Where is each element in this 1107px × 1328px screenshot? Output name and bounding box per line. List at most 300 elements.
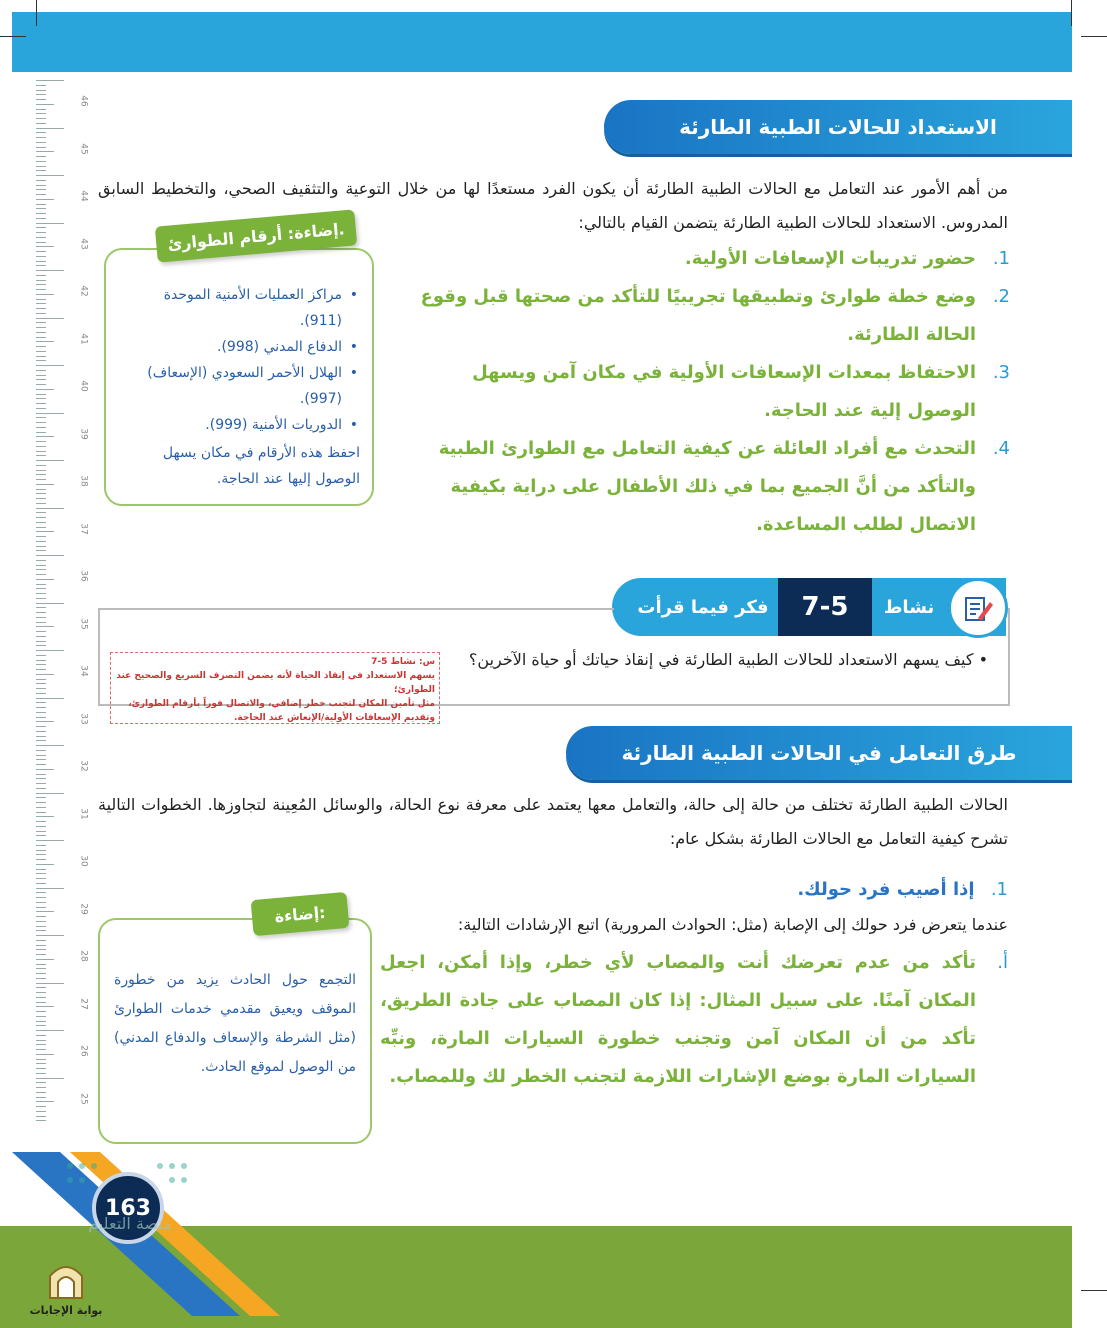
list-number: 1. bbox=[992, 248, 1010, 269]
ruler-tick bbox=[36, 631, 46, 632]
ruler-tick bbox=[36, 954, 46, 955]
list-item bbox=[398, 278, 1010, 354]
ruler-tick bbox=[36, 949, 46, 950]
ruler-tick bbox=[36, 978, 46, 979]
ruler-tick bbox=[36, 1059, 46, 1060]
ruler-tick bbox=[36, 816, 54, 817]
activity-question: • كيف يسهم الاستعداد للحالات الطبية الطارئة في إنقاذ حياتك أو حياة الآخرين؟ bbox=[468, 650, 988, 669]
ruler-tick bbox=[36, 622, 46, 623]
ruler-tick bbox=[36, 774, 46, 775]
ruler-tick bbox=[36, 854, 46, 855]
ruler-tick bbox=[36, 517, 46, 518]
ruler-number: 36 bbox=[78, 570, 89, 582]
ruler-tick bbox=[36, 645, 46, 646]
ruler-tick bbox=[36, 603, 64, 604]
ruler-tick bbox=[36, 303, 46, 304]
ruler-tick bbox=[36, 170, 46, 171]
ruler-tick bbox=[36, 736, 46, 737]
ruler-tick bbox=[36, 636, 46, 637]
logo-caption: بوابة الإجابات bbox=[29, 1304, 103, 1317]
ruler-tick bbox=[36, 1106, 46, 1107]
watermark-text: منصة التعليم bbox=[88, 1214, 172, 1233]
ruler-tick bbox=[36, 531, 54, 532]
list-text: حضور تدريبات الإسعافات الأولية. bbox=[684, 248, 976, 269]
ruler-tick bbox=[36, 436, 54, 437]
ruler-tick bbox=[36, 797, 46, 798]
ruler-tick bbox=[36, 864, 54, 865]
ruler-number: 40 bbox=[78, 380, 89, 392]
ruler-tick bbox=[36, 465, 46, 466]
ruler-tick bbox=[36, 987, 46, 988]
ruler-tick bbox=[36, 707, 46, 708]
ruler-tick bbox=[36, 1002, 46, 1003]
ruler-tick bbox=[36, 251, 46, 252]
ruler-tick bbox=[36, 674, 54, 675]
crop-mark bbox=[1081, 36, 1107, 37]
ruler-tick bbox=[36, 921, 46, 922]
ruler-tick bbox=[36, 1092, 46, 1093]
ruler-tick bbox=[36, 90, 46, 91]
ruler-number: 27 bbox=[78, 997, 89, 1010]
ruler-tick bbox=[36, 588, 46, 589]
list-item bbox=[398, 354, 1010, 430]
ruler-number: 37 bbox=[78, 522, 89, 535]
ruler-number: 31 bbox=[78, 807, 89, 820]
ruler-tick bbox=[36, 926, 46, 927]
ruler-tick bbox=[36, 522, 46, 523]
ruler-tick bbox=[36, 199, 54, 200]
info-note: التجمع حول الحادث يزيد من خطورة الموقف ويعيق مقدمي خدمات الطوارئ (مثل الشرطة والإسعاف والدفاع المدني) من الوصول لموقع الحادث. bbox=[114, 972, 356, 1075]
ruler-number: 39 bbox=[78, 427, 89, 440]
ruler-number: 43 bbox=[78, 237, 89, 250]
ruler-tick bbox=[36, 778, 46, 779]
ruler-tick bbox=[36, 351, 46, 352]
ruler-tick bbox=[36, 617, 46, 618]
ruler-tick bbox=[36, 683, 46, 684]
ruler-tick bbox=[36, 498, 46, 499]
ruler-tick bbox=[36, 289, 46, 290]
ruler-tick bbox=[36, 403, 46, 404]
ruler-tick bbox=[36, 1068, 46, 1069]
ruler-tick bbox=[36, 474, 46, 475]
ruler-tick bbox=[36, 432, 46, 433]
ruler-tick bbox=[36, 1035, 46, 1036]
ruler-tick bbox=[36, 322, 46, 323]
ruler-tick bbox=[36, 1025, 46, 1026]
ruler-number: 41 bbox=[78, 332, 89, 345]
ruler-tick bbox=[36, 669, 46, 670]
ruler-tick bbox=[36, 204, 46, 205]
list-number: 2. bbox=[992, 286, 1010, 307]
ruler-tick bbox=[36, 332, 46, 333]
ruler-tick bbox=[36, 641, 46, 642]
answer-line: يسهم الاستعداد في إنقاذ الحياة لأنه يضمن التصرف السريع والصحيح عند الطوارئ؛ bbox=[116, 671, 435, 695]
ruler-tick bbox=[36, 270, 64, 271]
ruler-tick bbox=[36, 783, 46, 784]
ruler-tick bbox=[36, 470, 46, 471]
ruler-tick bbox=[36, 1044, 46, 1045]
ruler-tick bbox=[36, 850, 46, 851]
ruler-tick bbox=[36, 327, 46, 328]
ruler-tick bbox=[36, 973, 46, 974]
ruler-tick bbox=[36, 569, 46, 570]
answer-line: وتقديم الإسعافات الأولية/الإنعاش عند الحاجة. bbox=[234, 713, 435, 723]
ruler-tick bbox=[36, 983, 64, 984]
ruler-tick bbox=[36, 242, 46, 243]
ruler-tick bbox=[36, 807, 46, 808]
ruler-tick bbox=[36, 935, 64, 936]
ruler-tick bbox=[36, 940, 46, 941]
activity-box-top-border bbox=[98, 608, 614, 610]
ruler-tick bbox=[36, 232, 46, 233]
ruler-tick bbox=[36, 717, 46, 718]
ruler-tick bbox=[36, 166, 46, 167]
ruler-tick bbox=[36, 607, 46, 608]
list-text: التحدث مع أفراد العائلة عن كيفية التعامل مع الطوارئ الطبية والتأكد من أنَّ الجميع بما في ذلك الأطفال على دراية بكيفية الاتصال لطلب المساعدة. bbox=[438, 438, 976, 535]
ruler-tick bbox=[36, 1030, 64, 1031]
ruler-tick bbox=[36, 835, 46, 836]
ruler-tick bbox=[36, 759, 46, 760]
ruler-tick bbox=[36, 555, 64, 556]
ruler-tick bbox=[36, 916, 46, 917]
ruler-tick bbox=[36, 712, 46, 713]
ruler-tick bbox=[36, 156, 46, 157]
ruler-tick bbox=[36, 527, 46, 528]
ruler-number: 34 bbox=[78, 665, 89, 677]
ruler-tick bbox=[36, 180, 46, 181]
ruler-tick bbox=[36, 128, 64, 129]
ruler-tick bbox=[36, 80, 64, 81]
ruler-tick bbox=[36, 883, 46, 884]
ruler-tick bbox=[36, 1073, 46, 1074]
ruler-tick bbox=[36, 389, 54, 390]
ruler-tick bbox=[36, 379, 46, 380]
ruler-tick bbox=[36, 451, 46, 452]
ruler-tick bbox=[36, 227, 46, 228]
ruler-tick bbox=[36, 1049, 46, 1050]
ruler-number: 38 bbox=[78, 475, 89, 487]
ruler-tick bbox=[36, 398, 46, 399]
handwritten-answer bbox=[110, 652, 440, 724]
crop-mark bbox=[36, 0, 37, 26]
list-text: الاحتفاظ بمعدات الإسعافات الأولية في مكان آمن ويسهل الوصول إلية عند الحاجة. bbox=[472, 362, 976, 421]
section-title-preparedness bbox=[604, 100, 1072, 154]
list-item bbox=[398, 430, 1010, 544]
ruler-tick bbox=[36, 1082, 46, 1083]
ruler-tick bbox=[36, 992, 46, 993]
ruler-tick bbox=[36, 959, 54, 960]
ruler-tick bbox=[36, 764, 46, 765]
ruler-tick bbox=[36, 731, 46, 732]
ruler-tick bbox=[36, 455, 46, 456]
ruler-tick bbox=[36, 1116, 46, 1117]
activity-number: 7-5 bbox=[778, 578, 872, 636]
ruler-tick bbox=[36, 1063, 46, 1064]
crowding-warning-box bbox=[98, 918, 372, 1144]
ruler-number: 42 bbox=[78, 285, 89, 297]
ruler-tick bbox=[36, 104, 54, 105]
ruler-tick bbox=[36, 1120, 46, 1121]
ruler-tick bbox=[36, 370, 46, 371]
ruler-tick bbox=[36, 541, 46, 542]
ruler-tick bbox=[36, 626, 54, 627]
ruler-tick bbox=[36, 745, 64, 746]
activity-label: نشاط bbox=[883, 596, 935, 618]
list-number: 3. bbox=[992, 362, 1010, 383]
ruler-tick bbox=[36, 256, 46, 257]
preparedness-list bbox=[398, 240, 1010, 544]
ruler-number: 32 bbox=[78, 760, 89, 772]
emergency-numbers-list bbox=[118, 282, 360, 438]
crop-mark bbox=[1081, 1290, 1107, 1291]
ruler-number: 44 bbox=[78, 190, 89, 202]
ruler-tick bbox=[36, 512, 46, 513]
ruler-tick bbox=[36, 788, 46, 789]
answer-line: مثل تأمين المكان لتجنب خطر إضافي، والاتصال فوراً بأرقام الطوارئ، bbox=[128, 699, 435, 709]
ruler-tick bbox=[36, 902, 46, 903]
ruler-tick bbox=[36, 1078, 64, 1079]
ruler-tick bbox=[36, 1101, 54, 1102]
ruler-tick bbox=[36, 446, 46, 447]
ruler-tick bbox=[36, 123, 46, 124]
crop-mark bbox=[0, 36, 26, 37]
ruler-tick bbox=[36, 280, 46, 281]
ruler-tick bbox=[36, 394, 46, 395]
ruler-tick bbox=[36, 650, 64, 651]
ruler-number: 45 bbox=[78, 142, 89, 155]
answers-portal-logo bbox=[28, 1256, 104, 1328]
ruler-tick bbox=[36, 740, 46, 741]
ruler-number: 46 bbox=[78, 95, 89, 107]
ruler-tick bbox=[36, 826, 46, 827]
ruler-tick bbox=[36, 1040, 46, 1041]
ruler-tick bbox=[36, 892, 46, 893]
ruler-tick bbox=[36, 579, 54, 580]
ruler-number: 30 bbox=[78, 855, 89, 867]
ruler-tick bbox=[36, 964, 46, 965]
ruler-tick bbox=[36, 185, 46, 186]
list-item: • الدفاع المدني (998). bbox=[118, 334, 360, 360]
ruler-number: 29 bbox=[78, 902, 89, 915]
list-item bbox=[398, 240, 1010, 278]
ruler-tick bbox=[36, 546, 46, 547]
ruler-tick bbox=[36, 1111, 46, 1112]
ruler-tick bbox=[36, 341, 54, 342]
ruler-tick bbox=[36, 299, 46, 300]
ruler-tick bbox=[36, 598, 46, 599]
ruler-tick bbox=[36, 318, 64, 319]
list-item: • الهلال الأحمر السعودي (الإسعاف) (997). bbox=[118, 360, 360, 412]
ruler-tick bbox=[36, 99, 46, 100]
ruler-tick bbox=[36, 375, 46, 376]
ruler-tick bbox=[36, 161, 46, 162]
ruler-tick bbox=[36, 997, 46, 998]
ruler-tick bbox=[36, 275, 46, 276]
ruler-tick bbox=[36, 189, 46, 190]
ruler-tick bbox=[36, 793, 64, 794]
ruler-tick bbox=[36, 584, 46, 585]
ruler-tick bbox=[36, 702, 46, 703]
answer-head: س: نشاط 5-7 bbox=[371, 657, 435, 667]
intro-paragraph-2: الحالات الطبية الطارئة تختلف من حالة إلى حالة، والتعامل معها يعتمد على معرفة نوع الحالة، والوسائل المُعِينة لتجاوزها. الخطوات التالية تشرح كيفية التعامل مع الحالات الطارئة بشكل عام: bbox=[98, 795, 1008, 848]
ruler-tick bbox=[36, 859, 46, 860]
list-item: • الدوريات الأمنية (999). bbox=[118, 412, 360, 438]
header-bar bbox=[12, 12, 1072, 72]
ruler-tick bbox=[36, 550, 46, 551]
ruler-tick bbox=[36, 721, 54, 722]
ruler-tick bbox=[36, 479, 46, 480]
ruler-tick bbox=[36, 888, 64, 889]
ruler-tick bbox=[36, 664, 46, 665]
ruler-tick bbox=[36, 313, 46, 314]
ruler-tick bbox=[36, 812, 46, 813]
ruler-tick bbox=[36, 308, 46, 309]
emergency-numbers-box bbox=[104, 248, 374, 506]
ruler-tick bbox=[36, 1021, 46, 1022]
ruler-tick bbox=[36, 565, 46, 566]
ruler-tick bbox=[36, 113, 46, 114]
ruler-tick bbox=[36, 840, 64, 841]
ruler-tick bbox=[36, 821, 46, 822]
ruler-tick bbox=[36, 612, 46, 613]
ruler-tick bbox=[36, 660, 46, 661]
info-tag-text: إضاءة: bbox=[273, 902, 327, 926]
ruler-number: 35 bbox=[78, 617, 89, 630]
list-text: وضع خطة طوارئ وتطبيقها تجريبيًا للتأكد من صحتها قبل وقوع الحالة الطارئة. bbox=[420, 286, 976, 345]
ruler-tick bbox=[36, 365, 64, 366]
ruler-tick bbox=[36, 1087, 46, 1088]
ruler-tick bbox=[36, 85, 46, 86]
ruler-tick bbox=[36, 484, 54, 485]
activity-title: فكر فيما قرأت bbox=[637, 596, 769, 618]
ruler-tick bbox=[36, 688, 46, 689]
ruler-tick bbox=[36, 845, 46, 846]
ruler-tick bbox=[36, 503, 46, 504]
ruler-tick bbox=[36, 460, 64, 461]
ruler-tick bbox=[36, 284, 46, 285]
ruler-tick bbox=[36, 1006, 54, 1007]
ruler-number: 33 bbox=[78, 712, 89, 725]
info-tag-text: إضاءة: أرقام الطوارئ. bbox=[166, 218, 346, 254]
ruler-tick bbox=[36, 413, 64, 414]
ruler-tick bbox=[36, 137, 46, 138]
ruler-tick bbox=[36, 493, 46, 494]
ruler-number: 25 bbox=[78, 1092, 89, 1105]
ruler-tick bbox=[36, 945, 46, 946]
ruler-tick bbox=[36, 897, 46, 898]
ruler-tick bbox=[36, 968, 46, 969]
ruler-tick bbox=[36, 384, 46, 385]
ruler-tick bbox=[36, 755, 46, 756]
ruler-tick bbox=[36, 1016, 46, 1017]
ruler-tick bbox=[36, 508, 64, 509]
ruler-tick bbox=[36, 213, 46, 214]
ruler-tick bbox=[36, 246, 54, 247]
ruler-tick bbox=[36, 873, 46, 874]
section-title-handling bbox=[566, 726, 1072, 780]
list-item: • مراكز العمليات الأمنية الموحدة (911). bbox=[118, 282, 360, 334]
ruler-tick bbox=[36, 294, 54, 295]
ruler-tick bbox=[36, 175, 64, 176]
ruler-tick bbox=[36, 265, 46, 266]
ruler-tick bbox=[36, 223, 64, 224]
ruler-tick bbox=[36, 536, 46, 537]
ruler-tick bbox=[36, 593, 46, 594]
ruler-tick bbox=[36, 147, 46, 148]
ruler-tick bbox=[36, 261, 46, 262]
ruler-tick bbox=[36, 726, 46, 727]
ruler-tick bbox=[36, 1011, 46, 1012]
ruler-tick bbox=[36, 417, 46, 418]
ruler-tick bbox=[36, 94, 46, 95]
ruler-tick bbox=[36, 769, 54, 770]
info-note: احفظ هذه الأرقام في مكان يسهل الوصول إليها عند الحاجة. bbox=[162, 445, 360, 487]
ruler-tick bbox=[36, 869, 46, 870]
ruler-tick bbox=[36, 802, 46, 803]
ruler-tick bbox=[36, 408, 46, 409]
sub-step-label: أ. bbox=[997, 952, 1008, 973]
ruler-tick bbox=[36, 574, 46, 575]
ruler-tick bbox=[36, 930, 46, 931]
ruler bbox=[36, 80, 89, 1140]
ruler-tick bbox=[36, 118, 46, 119]
step-title: إذا أصيب فرد حولك. bbox=[797, 879, 975, 900]
ruler-tick bbox=[36, 356, 46, 357]
ruler-tick bbox=[36, 655, 46, 656]
ruler-tick bbox=[36, 560, 46, 561]
ruler-tick bbox=[36, 693, 46, 694]
section-title-text: طرق التعامل في الحالات الطبية الطارئة bbox=[621, 741, 1017, 765]
ruler-tick bbox=[36, 1054, 54, 1055]
ruler-tick bbox=[36, 142, 46, 143]
ruler-tick bbox=[36, 1097, 46, 1098]
ruler-tick bbox=[36, 489, 46, 490]
ruler-tick bbox=[36, 907, 46, 908]
ruler-tick bbox=[36, 346, 46, 347]
intro-paragraph: من أهم الأمور عند التعامل مع الحالات الطبية الطارئة أن يكون الفرد مستعدًا لها من خلال التوعية والتثقيف الصحي، والتخطيط السابق المدروس. الاستعداد للحالات الطبية الطارئة يتضمن القيام بالتالي: bbox=[98, 179, 1008, 232]
ruler-tick bbox=[36, 194, 46, 195]
ruler-tick bbox=[36, 427, 46, 428]
ruler-tick bbox=[36, 360, 46, 361]
step-number: 1. bbox=[990, 879, 1008, 900]
ruler-tick bbox=[36, 750, 46, 751]
ruler-tick bbox=[36, 441, 46, 442]
ruler-tick bbox=[36, 218, 46, 219]
ruler-tick bbox=[36, 237, 46, 238]
ruler-tick bbox=[36, 911, 54, 912]
ruler-tick bbox=[36, 208, 46, 209]
page-number: 163 bbox=[92, 1172, 164, 1244]
ruler-tick bbox=[36, 109, 46, 110]
ruler-number: 28 bbox=[78, 950, 89, 962]
ruler-tick bbox=[36, 679, 46, 680]
crop-mark bbox=[1071, 0, 1072, 26]
step-heading bbox=[700, 874, 1008, 906]
ruler-tick bbox=[36, 337, 46, 338]
step-intro: عندما يتعرض فرد حولك إلى الإصابة (مثل: الحوادث المرورية) اتبع الإرشادات التالية: bbox=[457, 915, 1008, 934]
ruler-tick bbox=[36, 878, 46, 879]
ruler-tick bbox=[36, 422, 46, 423]
mosque-logo-icon bbox=[44, 1256, 88, 1300]
list-number: 4. bbox=[992, 438, 1010, 459]
sub-step bbox=[380, 944, 1008, 1096]
section-title-text: الاستعداد للحالات الطبية الطارئة bbox=[679, 115, 997, 139]
sub-step-text: تأكد من عدم تعرضك أنت والمصاب لأي خطر، وإذا أمكن، اجعل المكان آمنًا. على سبيل المثال: إذا كان المصاب على جادة الطريق، تأكد من أن المكان آمن وتجنب خطورة السيارات المارة، ونبِّه السيارات المارة بوضع الإشارات اللازمة لتجنب الخطر لك وللمصاب. bbox=[380, 952, 976, 1087]
ruler-tick bbox=[36, 132, 46, 133]
ruler-number: 26 bbox=[78, 1045, 89, 1057]
ruler-tick bbox=[36, 698, 64, 699]
ruler-tick bbox=[36, 831, 46, 832]
